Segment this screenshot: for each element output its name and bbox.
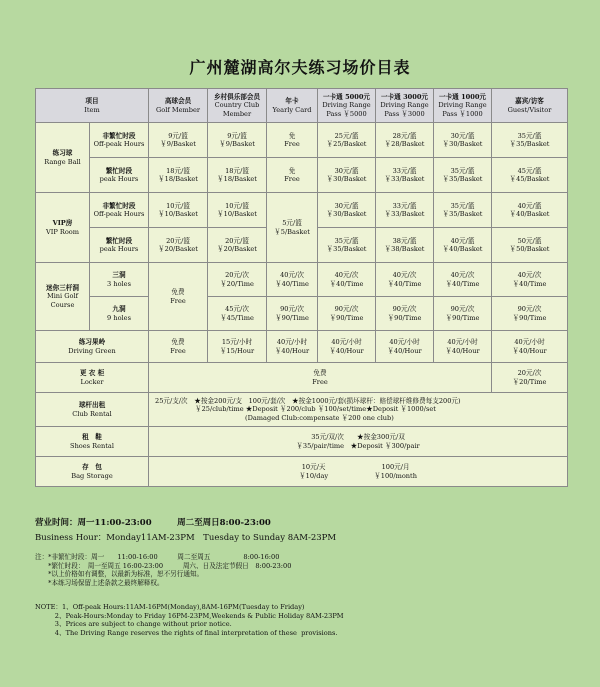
cell-text: ￥30/Basket [326, 175, 367, 183]
business-hours-cn: 营业时间：周一11:00-23:00 周二至周日8:00-23:00 [35, 518, 271, 528]
cell-text: 40元/篮 [450, 236, 475, 245]
cell-text: 免 [288, 131, 296, 140]
cell-text: ￥28/Basket [384, 140, 425, 148]
mini-golf-3-holes-label [90, 263, 149, 297]
cell-text: 嘉宾/访客 [515, 97, 544, 106]
cell-text: 18元/篮 [225, 166, 249, 175]
cell-text: Driving Range [380, 101, 429, 110]
cell-text: ￥90/Time [329, 313, 364, 322]
cell-text: 33元/篮 [392, 166, 417, 175]
bag-storage-label [36, 457, 149, 487]
cell-text: ￥40/Hour [274, 346, 310, 355]
cell-text: 18元/篮 [166, 166, 190, 175]
cell-text: 90元/次 [450, 305, 475, 314]
price-cell [208, 228, 267, 263]
shoes-rental-label [36, 427, 149, 457]
note-line: 注：*非繁忙时段：周一 11:00-16:00 周二至周五 8:00-16:00 [35, 553, 280, 561]
cell-text: 3 holes [107, 279, 131, 288]
cell-text: 30元/篮 [334, 201, 359, 210]
note-line: *繁忙时段： 周一至周五 16:00-23:00 周六、日及法定节假日 8:00-23:00 [35, 561, 292, 570]
cell-text: ￥50/Basket [509, 245, 550, 253]
price-cell [318, 331, 376, 363]
mini-golf-9-holes-label [90, 297, 149, 331]
cell-text: 9元/篮 [227, 131, 247, 140]
note-line: *本练习场保留上述条款之最终解释权。 [35, 578, 164, 587]
club-rental-line-2: ￥25/club/time ★Deposit ￥200/club ￥100/set/time★Deposit ￥1000/set [195, 405, 436, 414]
price-cell [318, 193, 376, 228]
notes-en [35, 603, 344, 637]
cell-text: 90元/次 [280, 305, 304, 314]
cell-text: ￥18/Basket [217, 175, 257, 183]
cell-text: ￥40/Time [512, 279, 547, 288]
cell-text: 90元/次 [517, 305, 542, 314]
price-cell [376, 263, 434, 297]
header-country-club [208, 89, 267, 123]
cell-text: 10元/篮 [166, 201, 190, 210]
cell-text: ￥40/Basket [509, 210, 550, 218]
price-cell [149, 263, 208, 331]
price-cell [376, 228, 434, 263]
price-cell [434, 297, 492, 331]
note-line: 3、Prices are subject to change without prior notice. [35, 620, 232, 629]
cell-text: 40元/次 [280, 271, 304, 280]
cell-text: Item [84, 105, 100, 114]
cell-text: 40元/次 [517, 271, 542, 280]
cell-text: ￥40/Hour [329, 346, 364, 355]
header-yearly-card [267, 89, 318, 123]
cell-text: Golf Member [155, 105, 201, 114]
business-hours-en: Business Hour：Monday11AM-23PM Tuesday to Sunday 8AM-23PM [35, 533, 337, 543]
cell-text: Pass ￥1000 [442, 109, 483, 118]
cell-text: 年卡 [285, 97, 299, 106]
price-cell [434, 263, 492, 297]
price-cell [267, 263, 318, 297]
cell-text: Off-peak Hours [93, 210, 145, 218]
cell-text: 一卡通 3000元 [381, 93, 429, 102]
cell-text: Locker [80, 377, 104, 386]
cell-text: 练习球 [52, 149, 73, 158]
shoes-line-1: 35元/双/次 ★按金300元/双 [311, 433, 405, 442]
price-cell [492, 228, 568, 263]
price-cell [149, 193, 208, 228]
cell-text: 40元/小时 [447, 338, 478, 347]
price-cell [318, 297, 376, 331]
price-cell [434, 123, 492, 158]
cell-text: ￥45/Basket [509, 175, 550, 183]
cell-text: 38元/篮 [392, 236, 417, 245]
cell-text: Member [222, 109, 252, 118]
cell-text: 乡村俱乐部会员 [213, 93, 261, 102]
vip-room-label [36, 193, 90, 263]
cell-text: 35元/篮 [450, 166, 475, 175]
cell-text: 40元/小时 [331, 338, 362, 347]
price-cell [208, 331, 267, 363]
mini-golf-label [36, 263, 90, 331]
cell-text: 25元/篮 [334, 131, 359, 140]
cell-text: peak Hours [99, 245, 139, 253]
cell-text: ￥15/Hour [219, 346, 255, 355]
cell-text: 非繁忙时段 [102, 201, 136, 210]
note-line: 2、Peak-Hours:Monday to Friday 16PM-23PM,Weekends & Public Holiday 8AM-23PM [35, 611, 344, 620]
cell-text: ￥30/Basket [326, 210, 367, 218]
cell-text: 一卡通 1000元 [439, 93, 487, 102]
cell-text: Club Rental [72, 409, 112, 418]
cell-text: ￥40/Hour [445, 346, 480, 355]
price-cell [492, 297, 568, 331]
price-cell [492, 331, 568, 363]
price-cell [434, 158, 492, 193]
cell-text: 35元/篮 [450, 201, 475, 210]
price-cell [267, 297, 318, 331]
cell-text: 40元/小时 [276, 338, 308, 347]
price-cell [318, 228, 376, 263]
cell-text: Range Ball [44, 157, 81, 166]
cell-text: 40元/次 [450, 271, 475, 280]
cell-text: 繁忙时段 [105, 166, 133, 175]
cell-text: 30元/篮 [334, 166, 359, 175]
club-rental-line-3: (Damaged Club:compensate ￥200 one club) [245, 413, 394, 422]
price-cell [267, 123, 318, 158]
price-cell [376, 158, 434, 193]
driving-green-label [36, 331, 149, 363]
price-cell [267, 158, 318, 193]
cell-text: ￥35/Basket [442, 210, 483, 218]
cell-text: 一卡通 5000元 [323, 93, 371, 102]
note-line: *以上价格如有调整，以最新为标准，恕不另行通知。 [35, 570, 204, 579]
vip-peak-label [90, 228, 149, 263]
shoes-line-2: ￥35/pair/time ★Deposit ￥300/pair [296, 441, 420, 450]
price-cell [267, 193, 318, 263]
cell-text: Free [284, 140, 300, 148]
cell-text: 九洞 [112, 305, 126, 314]
cell-text: 20元/篮 [166, 236, 190, 245]
cell-text: ￥45/Time [220, 313, 254, 322]
cell-text: 租 鞋 [82, 433, 102, 442]
cell-text: ￥40/Hour [387, 346, 422, 355]
cell-text: Free [312, 377, 328, 386]
price-cell [267, 331, 318, 363]
price-cell [208, 158, 267, 193]
club-rental-prices [149, 393, 568, 427]
cell-text: 球杆出租 [78, 401, 106, 410]
cell-text: 10元/天 [301, 463, 326, 472]
club-rental-line-1: 25元/支/次 ★按金200元/支 100元/套/次 ★按金1000元/套(损坏球杆：赔偿球杆维修费每支200元) [155, 397, 461, 406]
price-cell [318, 123, 376, 158]
price-cell [492, 193, 568, 228]
cell-text: Free [170, 296, 186, 305]
cell-text: ￥33/Basket [384, 175, 425, 183]
bag-month-price [374, 463, 417, 479]
cell-text: 90元/次 [334, 305, 359, 314]
price-cell [492, 158, 568, 193]
club-rental-label [36, 393, 149, 427]
cell-text: ￥90/Time [445, 313, 480, 322]
cell-text: 45元/篮 [517, 166, 542, 175]
price-cell [149, 228, 208, 263]
cell-text: 40元/小时 [514, 338, 545, 347]
cell-text: ￥35/Basket [326, 245, 367, 253]
header-golf-member [149, 89, 208, 123]
cell-text: ￥10/Basket [158, 210, 198, 218]
note-line: NOTE：1、Off-peak Hours:11AM-16PM(Monday),8AM-16PM(Tuesday to Friday) [35, 603, 305, 611]
price-cell [376, 297, 434, 331]
cell-text: 迷你三杆洞 [46, 284, 79, 293]
price-cell [149, 123, 208, 158]
cell-text: 90元/次 [392, 305, 417, 314]
cell-text: 三洞 [112, 271, 126, 280]
cell-text: 40元/次 [334, 271, 359, 280]
cell-text: Guest/Visitor [507, 105, 552, 114]
cell-text: 20元/篮 [225, 236, 249, 245]
shoes-rental-prices [149, 427, 568, 457]
notes-cn [35, 553, 291, 587]
price-cell [376, 331, 434, 363]
cell-text: Pass ￥3000 [384, 109, 425, 118]
cell-text: 28元/篮 [392, 131, 417, 140]
cell-text: Off-peak Hours [93, 140, 145, 148]
cell-text: 9元/篮 [168, 131, 188, 140]
price-cell [318, 263, 376, 297]
cell-text: 5元/篮 [282, 219, 302, 228]
header-guest [492, 89, 568, 123]
cell-text: 免费 [171, 288, 185, 297]
cell-text: 20元/次 [517, 369, 542, 378]
cell-text: ￥18/Basket [158, 175, 198, 183]
price-cell [492, 363, 568, 393]
cell-text: 35元/篮 [334, 236, 359, 245]
cell-text: Free [284, 175, 300, 183]
cell-text: ￥100/month [374, 471, 417, 480]
cell-text: ￥90/Time [387, 313, 422, 322]
cell-text: Course [50, 300, 75, 309]
cell-text: ￥33/Basket [384, 210, 425, 218]
cell-text: 项目 [85, 97, 99, 106]
cell-text: 练习果岭 [78, 338, 106, 347]
price-cell [208, 193, 267, 228]
cell-text: Pass ￥5000 [326, 109, 367, 118]
price-cell [208, 263, 267, 297]
cell-text: 40元/小时 [389, 338, 420, 347]
cell-text: Driving Range [322, 101, 371, 110]
price-cell [149, 363, 492, 393]
bag-storage-prices [149, 457, 568, 487]
cell-text: ￥40/Time [387, 279, 422, 288]
cell-text: ￥10/Basket [217, 210, 257, 218]
cell-text: ￥20/Time [220, 279, 254, 288]
page-title: 广州麓湖高尔夫练习场价目表 [189, 58, 411, 77]
price-cell [434, 228, 492, 263]
note-line: 4、The Driving Range reserves the rights of final interpretation of these provisions. [35, 628, 338, 637]
cell-text: 存 包 [82, 463, 102, 472]
header-pass-1000 [434, 89, 492, 123]
cell-text: ￥20/Time [512, 377, 547, 386]
cell-text: 更 衣 柜 [79, 369, 105, 378]
cell-text: 50元/篮 [517, 236, 542, 245]
cell-text: ￥10/day [299, 471, 329, 480]
cell-text: ￥30/Basket [442, 140, 483, 148]
cell-text: 100元/月 [381, 463, 410, 472]
cell-text: 20元/次 [225, 271, 249, 280]
cell-text: ￥40/Hour [512, 346, 547, 355]
bag-day-price [299, 463, 328, 479]
cell-text: Bag Storage [71, 471, 113, 480]
price-cell [208, 297, 267, 331]
cell-text: ￥40/Time [329, 279, 364, 288]
price-cell [318, 158, 376, 193]
cell-text: VIP Room [45, 227, 80, 236]
cell-text: 免费 [313, 369, 327, 378]
cell-text: Mini Golf [46, 292, 79, 301]
cell-text: ￥90/Time [275, 313, 309, 322]
cell-text: 10元/篮 [225, 201, 249, 210]
cell-text: ￥35/Basket [442, 175, 483, 183]
cell-text: 免 [288, 166, 296, 175]
cell-text: ￥35/Basket [509, 140, 550, 148]
cell-text: VIP房 [52, 219, 73, 228]
cell-text: 35元/篮 [517, 131, 542, 140]
price-cell [208, 123, 267, 158]
cell-text: 15元/小时 [221, 338, 253, 347]
cell-text: Free [170, 346, 186, 355]
cell-text: ￥25/Basket [326, 140, 367, 148]
range-ball-label [36, 123, 90, 193]
header-pass-5000 [318, 89, 376, 123]
cell-text: 40元/篮 [517, 201, 542, 210]
cell-text: 45元/次 [225, 305, 249, 314]
cell-text: ￥20/Basket [217, 245, 257, 253]
cell-text: Driving Green [68, 346, 116, 355]
cell-text: 繁忙时段 [105, 236, 133, 245]
cell-text: 40元/次 [392, 271, 417, 280]
cell-text: ￥9/Basket [160, 140, 196, 148]
cell-text: peak Hours [99, 175, 139, 183]
vip-offpeak-label [90, 193, 149, 228]
cell-text: 免费 [171, 338, 185, 347]
price-cell [492, 123, 568, 158]
header-item [36, 89, 149, 123]
cell-text: ￥90/Time [512, 313, 547, 322]
cell-text: Yearly Card [272, 105, 312, 114]
header-pass-3000 [376, 89, 434, 123]
cell-text: ￥5/Basket [274, 227, 310, 236]
cell-text: 33元/篮 [392, 201, 417, 210]
cell-text: ￥40/Time [275, 279, 309, 288]
range-ball-offpeak-label [90, 123, 149, 158]
locker-label [36, 363, 149, 393]
price-cell [434, 331, 492, 363]
cell-text: ￥40/Time [445, 279, 480, 288]
cell-text: 高球会员 [164, 97, 192, 106]
cell-text: 非繁忙时段 [102, 131, 136, 140]
price-cell [376, 193, 434, 228]
price-cell [492, 263, 568, 297]
cell-text: Country Club [214, 101, 260, 110]
cell-text: ￥20/Basket [158, 245, 198, 253]
cell-text: 9 holes [107, 313, 131, 322]
price-cell [149, 158, 208, 193]
price-cell [149, 331, 208, 363]
cell-text: ￥9/Basket [219, 140, 255, 148]
price-cell [376, 123, 434, 158]
cell-text: Driving Range [438, 101, 487, 110]
range-ball-peak-label [90, 158, 149, 193]
cell-text: 30元/篮 [450, 131, 475, 140]
cell-text: ￥38/Basket [384, 245, 425, 253]
price-table [35, 88, 568, 487]
cell-text: ￥40/Basket [442, 245, 483, 253]
cell-text: Shoes Rental [70, 441, 114, 450]
price-cell [434, 193, 492, 228]
